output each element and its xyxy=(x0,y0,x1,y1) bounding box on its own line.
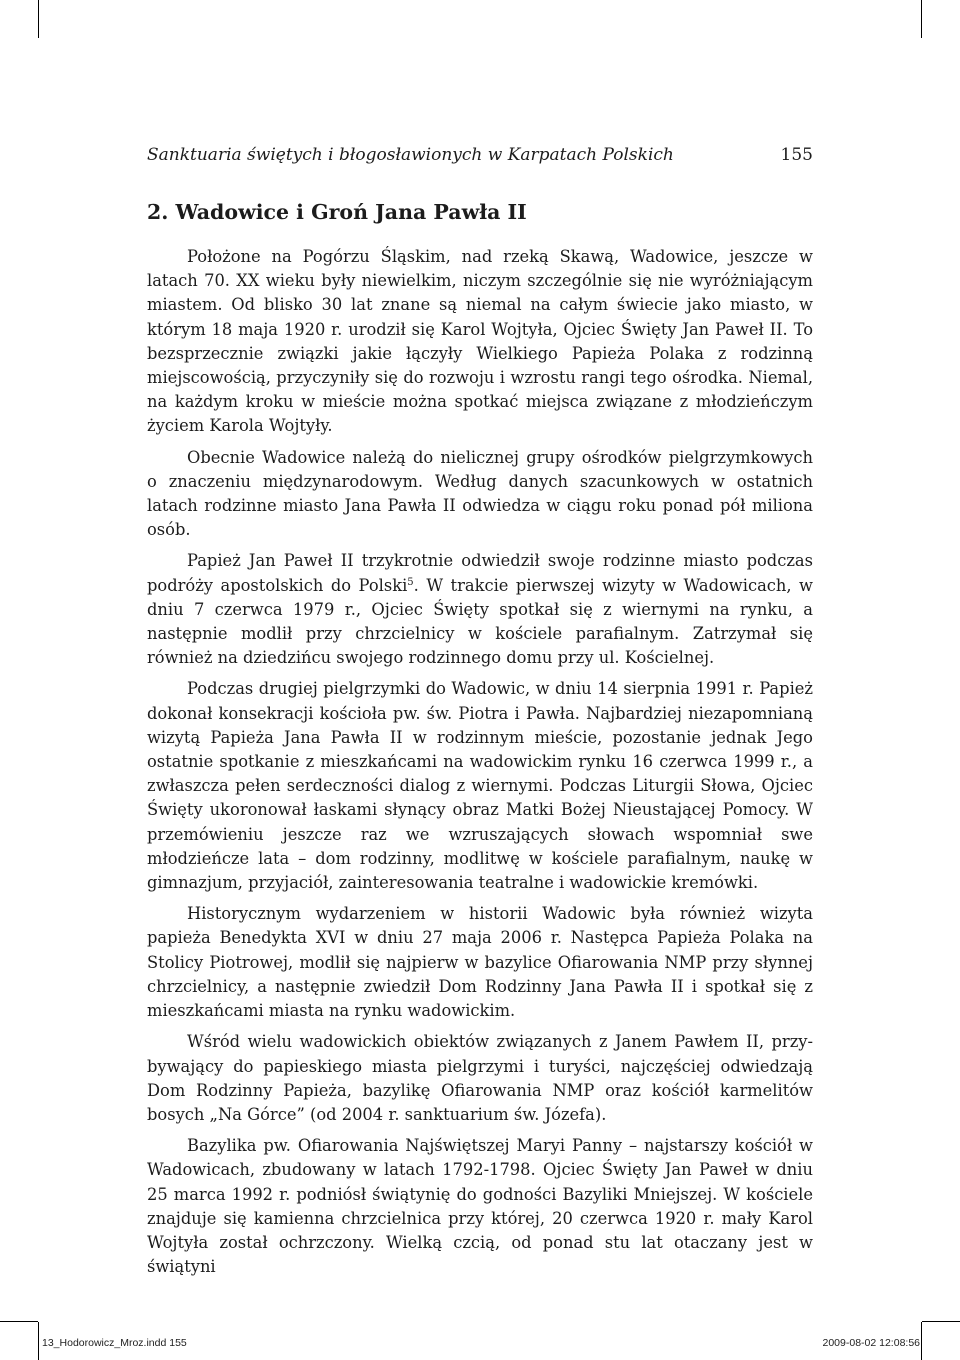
paragraph: Położone na Pogórzu Śląskim, nad rzeką Skawą, Wadowice, jeszcze w latach 70. XX wieku były niewielkim, niczym szczególnie się nie wyróżniającym miastem. Od blisko 30 lat znane są niemal na całym świecie jako miasto, w którym 18 maja 1920 r. urodził się Karol Wojtyła, Ojciec Święty Jan Paweł II. To bezsprzecznie związki jakie łączyły Wielkiego Papieża Polaka z rodzinną miejscowością, przyczyniły się do rozwoju i wzrostu rangi tego ośrodka. Niemal, na każdym kroku w mieście można spotkać miejsca związane z młodzieńczym życiem Karola Wojtyły. xyxy=(147,247,813,436)
crop-mark xyxy=(922,1321,960,1322)
paragraph xyxy=(147,549,813,670)
paragraph-text: . W trakcie pierwszej wizyty w Wadowicach, w dniu 7 czerwca 1979 r., Ojciec Święty spotkał się z wiernymi na rynku, a następnie modlił przy chrzcielnicy w kościele parafialnym. Zatrzymał się również na dziedzińcu swojego rodzinnego domu przy ul. Kościelnej. xyxy=(147,575,813,668)
crop-mark xyxy=(38,0,39,38)
crop-mark xyxy=(921,0,922,38)
footnote-marker: 5 xyxy=(407,576,414,588)
paragraph: Podczas drugiej pielgrzymki do Wadowic, w dniu 14 sierpnia 1991 r. Papież dokonał konsekracji kościoła pw. św. Piotra i Pawła. Najbardziej niezapomnianą wizytą Papieża Jana Pawła II w rodzinnym mieście, pozostanie jednak Jego ostatnie spotkanie z mieszkańcami na wadowickim rynku 16 czerwca 1999 r., a zwłaszcza pełen serdeczności dialog z wiernymi. Podczas Liturgii Słowa, Ojciec Święty ukoronował łaskami słynący obraz Matki Bożej Nieustającej Pomocy. W przemówieniu jeszcze raz we wzruszających słowach wspomniał swe młodzieńcze lata – dom rodzinny, modlitwę w kościele parafialnym, naukę w gimnazjum, przyjaciół, zainteresowania teatralne i wadowickie kremówki. xyxy=(147,679,813,893)
crop-mark xyxy=(38,1322,39,1360)
paragraph: Historycznym wydarzeniem w historii Wadowic była również wizyta papieża Benedykta XVI w dniu 27 maja 2006 r. Następca Papieża Polaka na Stolicy Piotrowej, modlił się najpierw w bazylice Ofiarowania NMP przy słynnej chrzcielnicy, a następnie zwiedził Dom Rodzinny Jana Pawła II i spotkał się z mieszkańcami miasta na rynku wadowickim. xyxy=(147,904,813,1021)
running-header xyxy=(147,143,813,167)
crop-mark xyxy=(0,1321,38,1322)
running-title: Sanktuaria świętych i błogosławionych w Karpatach Polskich xyxy=(147,145,674,165)
paragraph: Obecnie Wadowice należą do nielicznej grupy ośrodków pielgrzymkowych o znaczeniu międzynarodowym. Według danych szacunkowych w ostatnich latach rodzinne miasto Jana Pawła II odwiedza w ciągu roku ponad pół miliona osób. xyxy=(147,447,813,540)
paragraph-text: Papież Jan Paweł II trzykrotnie odwiedził swoje rodzinne miasto podczas podróży apostolskich do Polski xyxy=(147,551,813,595)
paragraph: Bazylika pw. Ofiarowania Najświętszej Maryi Panny – najstarszy kościół w Wadowicach, zbudowany w latach 1792-1798. Ojciec Święty Jan Paweł w dniu 25 marca 1992 r. podniósł świątynię do godności Bazyliki Mniejszej. W kościele znajduje się kamienna chrzcielnica przy której, 20 czerwca 1920 r. mały Karol Wojtyła został ochrzczony. Wielką czcią, od ponad stu lat otaczany jest w świątyni xyxy=(147,1136,813,1277)
slug-filename: 13_Hodorowicz_Mroz.indd 155 xyxy=(42,1337,187,1349)
body-text xyxy=(147,245,813,1286)
slug-timestamp: 2009-08-02 12:08:56 xyxy=(822,1337,920,1349)
paragraph: Wśród wielu wadowickich obiektów związanych z Janem Pawłem II, przybywający do papieskiego miasta pielgrzymi i turyści, najczęściej odwiedzają Dom Rodzinny Papieża, bazylikę Ofiarowania NMP oraz kościół karmelitów bosych „Na Górce” (od 2004 r. sanktuarium św. Józefa). xyxy=(147,1032,813,1124)
crop-mark xyxy=(921,1322,922,1360)
section-heading: 2. Wadowice i Groń Jana Pawła II xyxy=(147,200,527,224)
page-number: 155 xyxy=(780,145,813,165)
